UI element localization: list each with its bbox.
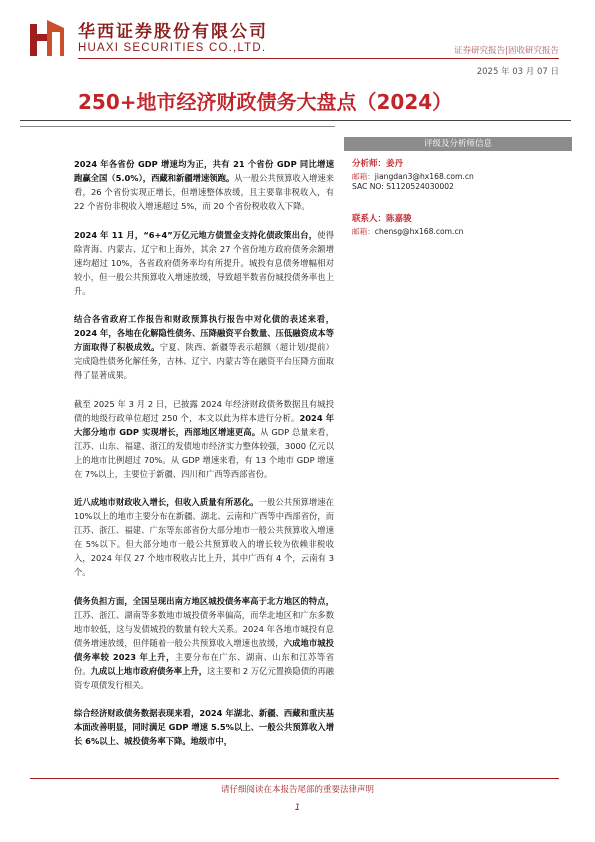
para-2-text: 使得除青海、内蒙古、辽宁和上海外，其余 27 个省份地方政府债务余额增速均超过 10%，各省政府债务率均有所提升。城投有息债务增幅相对较小，但一般公共预算收入增速放缓，导致超半数省份城投债务率也上升。 [74,229,334,296]
paragraph-4 [74,397,334,481]
contact-label: 联系人： [352,214,387,224]
para-1-lead: 2024 年各省份 GDP 增速均为正，共有 21 个省份 GDP 同比增速跑赢全国（5.0%），西藏和新疆增速领跑。 [74,159,334,183]
header-divider [78,58,559,59]
para-6-lead: 债务负担方面，全国呈现出南方地区城投债务率高于北方地区的特点， [74,595,334,606]
para-6-bold-3: 九成以上地市政府债务率上升， [90,665,208,676]
paragraph-3 [74,312,334,382]
analyst-row [352,157,403,169]
para-6-text-3: 这主要和 2 万亿元置换隐债的再融资专项债发行相关。 [74,665,334,690]
huaxi-logo-icon [30,20,64,56]
analyst-email-row [352,171,474,182]
company-name-en: HUAXI SECURITIES CO.,LTD. [78,42,267,54]
report-type: 证券研究报告|固收研究报告 [454,46,559,56]
footer-divider [30,778,559,779]
para-3-lead: 结合各省政府工作报告和财政预算执行报告中对化债的表述来看，2024 年，各地在化解隐性债务、压降融资平台数量、压低融资成本等方面取得了积极成效。 [74,314,334,352]
para-3-text: 宁夏、陕西、新疆等表示超额（超计划/提前）完成隐性债务化解任务，吉林、辽宁、内蒙古等在融资平台压降方面取得了显著成果。 [74,342,334,380]
analyst-email-link[interactable]: jiangdan3@hx168.com.cn [374,172,474,181]
body-divider [20,126,335,127]
para-6-bold-2: 六成地市城投债务率较 2023 年上升， [74,637,334,662]
para-4-lead: 2024 年大部分地市 GDP 实现增长，西部地区增速更高。 [74,412,334,437]
main-body [74,157,334,763]
contact-email-row [352,226,463,237]
para-6-text: 江苏、浙江、湖南等多数地市城投债务率偏高，而华北地区和广东多数地市较低，这与发债城投的数量有较大关系。2024 年各地市城投有息债务增速放缓，但伴随着一般公共预算收入增速也放缓， [74,609,334,648]
contact-email-link[interactable]: chensg@hx168.com.cn [374,227,464,236]
para-4-pre: 截至 2025 年 3 月 2 日，已披露 2024 年经济财政债务数据且有城投债的地级行政单位超过 250 个，本文以此为样本进行分析。 [74,398,334,423]
paragraph-7 [74,706,334,748]
contact-email-label: 邮箱： [352,227,375,236]
legal-notice: 请仔细阅读在本报告尾部的重要法律声明 [220,785,374,795]
report-title: 250+地市经济财政债务大盘点（2024） [78,90,453,114]
analyst-label: 分析师： [352,159,387,169]
para-1-text: 从一般公共预算收入增速来看，26 个省份实现正增长，但增速整体放缓，且主要靠非税收入，有 22 个省份非税收入增速超过 5%，而 20 个省份税收收入下降。 [74,173,334,211]
contact-name: 陈嘉骏 [386,214,412,224]
para-6-text-2: 主要分布在广东、湖南、山东和江苏等省份。 [74,651,334,676]
para-7-lead: 综合经济财政债务数据表现来看，2024 年湖北、新疆、西藏和重庆基本面改善明显，同时满足 GDP 增速 5.5%以上、一般公共预算收入增长 6%以上、城投债务率下降。地级市中， [74,708,334,746]
email-label: 邮箱： [352,172,375,181]
title-divider [20,120,571,121]
sac-number: SAC NO: S1120524030002 [352,182,454,191]
paragraph-6 [74,594,334,692]
contact-row [352,212,412,224]
analyst-name: 姜丹 [386,159,404,169]
analyst-info-header: 评级及分析师信息 [344,137,572,151]
para-5-lead: 近八成地市财政收入增长，但收入质量有所恶化。 [74,497,259,507]
para-2-lead: 2024 年 11 月，“6+4”万亿元地方债置金支持化债政策出台， [74,229,318,240]
paragraph-5 [74,495,334,579]
paragraph-1 [74,157,334,213]
para-5-text: 一般公共预算增速在 10%以上的地市主要分布在新疆、湖北、云南和广西等中西部省份，而江苏、浙江、福建、广东等东部省份大部分地市一般公共预算收入增速在 5%以下。但大部分地市一般公共预算收入的增长较为依赖非税收入，2024 年仅 27 个地市税收占比上升，其中广西有 4 个，云南有 3 个。 [74,497,334,577]
page-number: 1 [294,803,301,813]
report-date: 2025 年 03 月 07 日 [476,67,559,77]
paragraph-2 [74,228,334,298]
company-name-cn: 华西证券股份有限公司 [78,22,268,42]
para-4-text: 从 GDP 总量来看，江苏、山东、福建、浙江的发债地市经济实力整体较强，3000 亿元以上的地市比例超过 70%。从 GDP 增速来看，有 13 个地市 GDP 增速在 7%以上，主要位于新疆、四川和广西等西部省份。 [74,426,334,479]
